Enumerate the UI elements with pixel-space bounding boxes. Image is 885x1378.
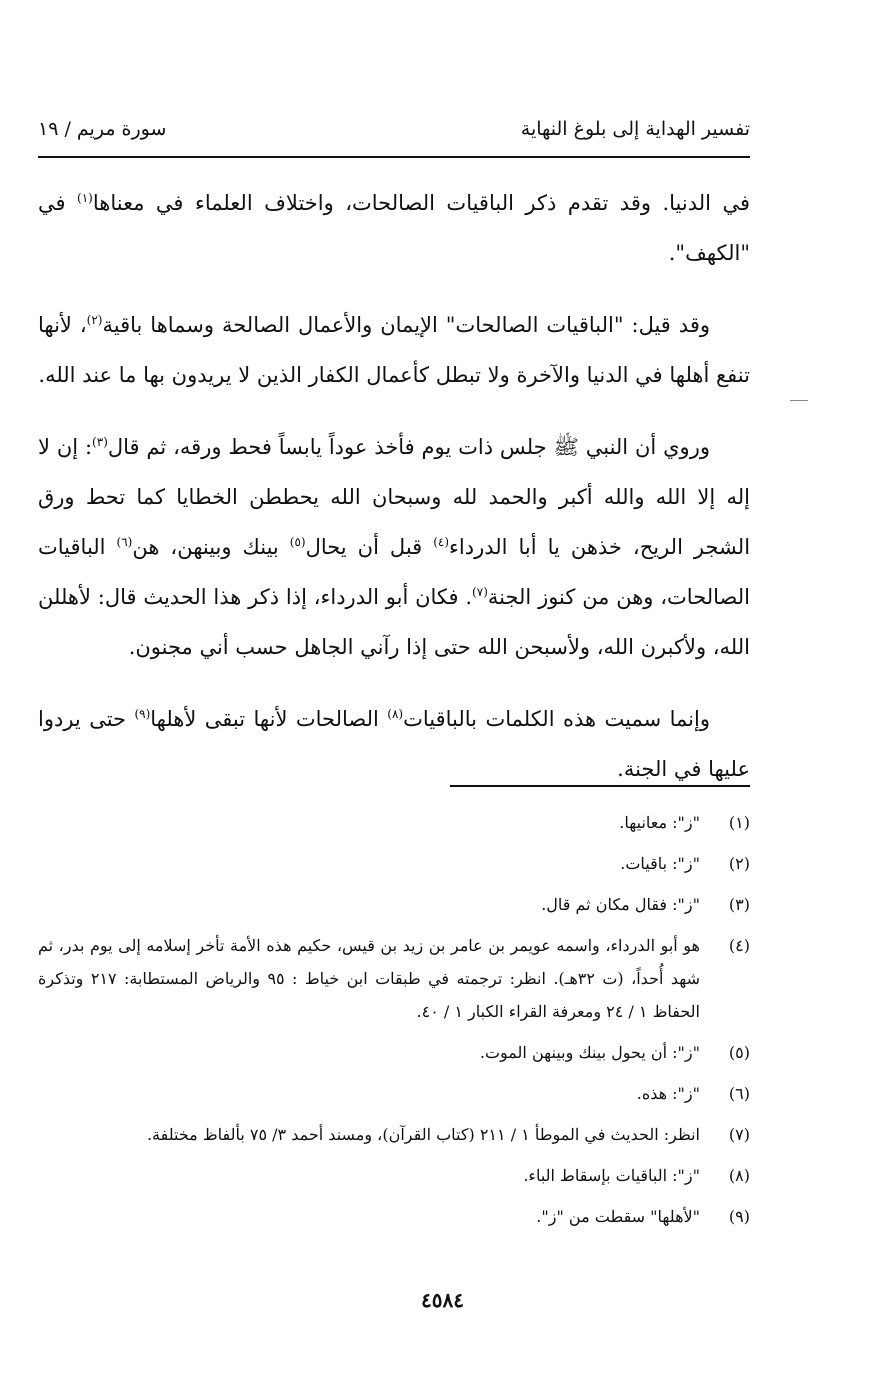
book-title: تفسير الهداية إلى بلوغ النهاية [520, 118, 750, 140]
footnote-text: "ز": فقال مكان ثم قال. [541, 895, 700, 914]
footnotes-section [38, 806, 750, 1241]
footnote-text: انظر: الحديث في الموطأ ١ / ٢١١ (كتاب القرآن)، ومسند أحمد ٣/ ٧٥ بألفاظ مختلفة. [146, 1125, 700, 1144]
footnote-text: "ز": باقيات. [620, 854, 700, 873]
paragraph-text: الباقيات الصالحات، وهن من كنوز الجنة [38, 535, 750, 609]
paragraph-text: في "الكهف". [38, 191, 750, 265]
footnote-text: "ز": أن يحول بينك وبينهن الموت. [479, 1043, 700, 1062]
margin-mark [790, 400, 808, 401]
footnote-item [38, 1159, 750, 1192]
footnote-number: (٦) [728, 1084, 750, 1103]
footnote-item [38, 806, 750, 839]
footnote-marker: (٩) [134, 707, 151, 721]
paragraph-text: في الدنيا. وقد تقدم ذكر الباقيات الصالحات، واختلاف العلماء في معناها [92, 191, 750, 215]
paragraph-text: حتى يردوا عليها في الجنة. [38, 707, 750, 781]
footnote-number: (٨) [728, 1166, 750, 1185]
running-header [38, 108, 750, 148]
main-text [38, 178, 750, 816]
footnote-text: هو أبو الدرداء، واسمه عويمر بن عامر بن زيد بن قيس، حكيم هذه الأمة تأخر إسلامه إلى يوم بدر، ثم شهد أُحداً، (ت ٣٢هـ). انظر: ترجمته في طبقات ابن خياط : ٩٥ والرياض المستطابة: ٢١٧ وتذكرة الحفاظ ١ / ٢٤ ومعرفة القراء الكبار ١ / ٤٠. [38, 936, 700, 1021]
footnote-item [38, 888, 750, 921]
footnote-marker: (٢) [86, 313, 103, 327]
footnote-number: (٩) [728, 1207, 750, 1226]
paragraph-text: قبل أن يحال [305, 535, 434, 559]
paragraph-text: : إن لا إله إلا الله والله أكبر والحمد لله وسبحان الله يحططن الخطايا كما تحط ورق الشجر الريح، خذهن يا أبا الدرداء [38, 435, 751, 559]
footnote-number: (١) [728, 813, 750, 832]
paragraph-text: بينك وبينهن، هن [132, 535, 290, 559]
surah-reference: سورة مريم / ١٩ [38, 118, 167, 140]
footnote-marker: (٨) [387, 707, 404, 721]
footnote-text: "ز": هذه. [636, 1084, 700, 1103]
footnote-number: (٢) [728, 854, 750, 873]
footnote-number: (٧) [728, 1125, 750, 1144]
footnote-item [38, 1036, 750, 1069]
footnote-item [38, 847, 750, 880]
paragraph [38, 422, 750, 672]
page-number: ٤٥٨٤ [421, 1288, 464, 1312]
footnote-divider [450, 785, 750, 787]
footnote-number: (٣) [728, 895, 750, 914]
footnote-item [38, 1200, 750, 1233]
footnote-item [38, 1077, 750, 1110]
footnote-marker: (٧) [472, 585, 488, 599]
footnote-text: "ز": الباقيات بإسقاط الباء. [523, 1166, 700, 1185]
footnote-item [38, 929, 750, 1028]
header-divider [38, 156, 750, 158]
footnote-marker: (٣) [92, 435, 108, 449]
footnote-marker: (٦) [116, 535, 133, 549]
paragraph-text: الصالحات لأنها تبقى لأهلها [150, 707, 388, 731]
footnote-item [38, 1118, 750, 1151]
paragraph [38, 300, 750, 400]
paragraph-text: . فكان أبو الدرداء، إذا ذكر هذا الحديث قال: لأهللن الله، ولأكبرن الله، ولأسبحن الله حتى إذا رآني الجاهل حسب أني مجنون. [38, 585, 750, 659]
footnote-number: (٥) [728, 1043, 750, 1062]
footnote-text: "ز": معانيها. [619, 813, 700, 832]
footnote-marker: (١) [77, 191, 93, 205]
paragraph [38, 178, 750, 278]
paragraph-text: ، لأنها تنفع أهلها في الدنيا والآخرة ولا تبطل كأعمال الكفار الذين لا يريدون بها ما عند الله. [38, 313, 750, 387]
footnote-text: "لأهلها" سقطت من "ز". [536, 1207, 700, 1226]
footnote-marker: (٤) [433, 535, 450, 549]
footnote-marker: (٥) [289, 535, 306, 549]
paragraph-text: وقد قيل: "الباقيات الصالحات" الإيمان والأعمال الصالحة وسماها باقية [102, 313, 710, 337]
footnote-number: (٤) [728, 936, 750, 955]
paragraph-text: وإنما سميت هذه الكلمات بالباقيات [403, 707, 710, 731]
paragraph-text: وروي أن النبي ﷺ جلس ذات يوم فأخذ عوداً يابساً فحط ورقه، ثم قال [107, 435, 710, 459]
paragraph [38, 694, 750, 794]
